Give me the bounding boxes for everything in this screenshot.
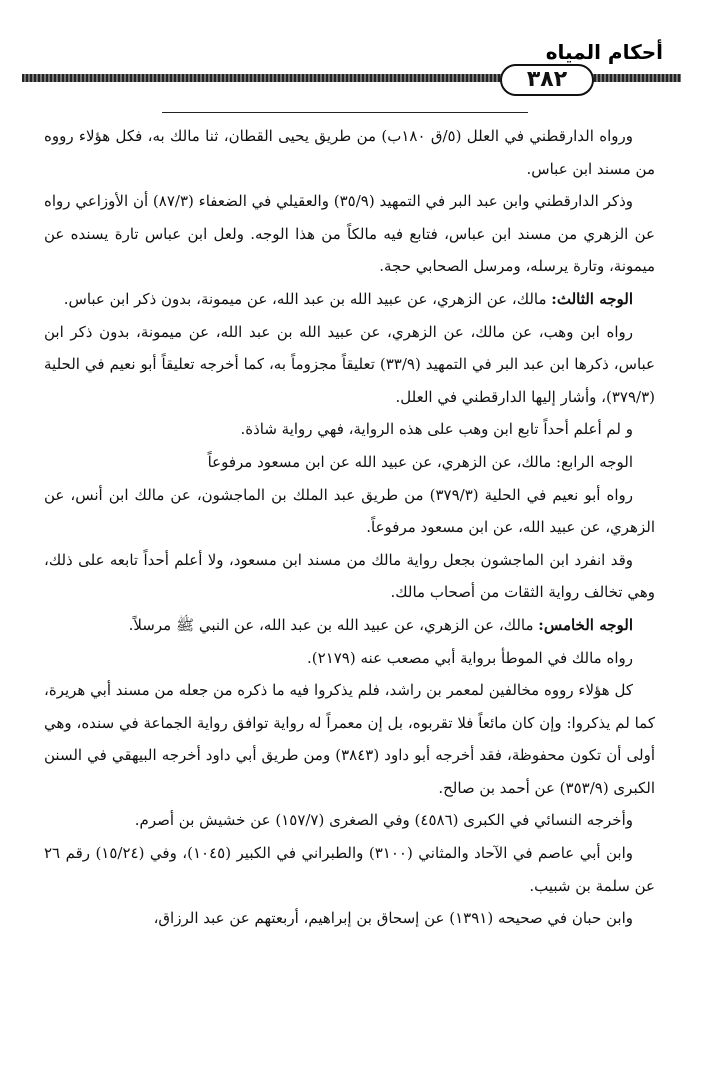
paragraph: وذكر الدارقطني وابن عبد البر في التمهيد (٣٥/٩) والعقيلي في الضعفاء (٨٧/٣) أن الأوزاعي رواه عن الزهري من مسند ابن عباس، فتابع فيه مالكاً من هذا الوجه. ولعل ابن عباس تارة يسنده عن ميمونة، وتارة يرسله، ومرسل الصحابي حجة. bbox=[44, 192, 655, 276]
book-title: أحكام المياه bbox=[545, 40, 663, 64]
paragraph: ورواه الدارقطني في العلل (٥/ق ١٨٠ب) من طريق يحيى القطان، ثنا مالك به، فكل هؤلاء رووه من مسند ابن عباس. bbox=[44, 127, 655, 178]
page-number: ٣٨٢ bbox=[500, 64, 594, 96]
paragraph: رواه مالك في الموطأ برواية أبي مصعب عنه (٢١٧٩). bbox=[307, 648, 633, 667]
paragraph: وابن أبي عاصم في الآحاد والمثاني (٣١٠٠) والطبراني في الكبير (١٠٤٥)، وفي (١٥/٢٤) رقم ٢٦ عن سلمة بن شبيب. bbox=[44, 844, 655, 895]
page-header bbox=[22, 40, 681, 96]
paragraph: الوجه الثالث: مالك، عن الزهري، عن عبيد الله بن عبد الله، عن ميمونة، بدون ذكر ابن عباس. bbox=[63, 289, 633, 308]
paragraph: كل هؤلاء رووه مخالفين لمعمر بن راشد، فلم يذكروا فيه ما ذكره من جعله من مسند أبي هريرة، كما لم يذكروا: وإن كان مائعاً فلا تقربوه، بل إن معمراً له رواية توافق رواية الجماعة في سنده، وهي أولى أن تكون محفوظة، فقد أخرجه أبو داود (٣٨٤٣) ومن طريق أبي داود أخرجه البيهقي في السنن الكبرى (٣٥٣/٩) عن أحمد بن صالح. bbox=[44, 681, 655, 797]
paragraph: وقد انفرد ابن الماجشون بجعل رواية مالك من مسند ابن مسعود، ولا أعلم أحداً تابعه على ذلك، وهي تخالف رواية الثقات من أصحاب مالك. bbox=[44, 550, 655, 602]
paragraph: رواه ابن وهب، عن مالك، عن الزهري، عن عبيد الله بن عبد الله، عن ميمونة، بدون ذكر ابن عباس، ذكرها ابن عبد البر في التمهيد (٣٣/٩) تعليقاً مجزوماً به، كما أخرجه تعليقاً أبو نعيم في الحلية (٣٧٩/٣)، وأشار إليها الدارقطني في العلل. bbox=[44, 322, 655, 406]
separator-rule bbox=[162, 112, 528, 113]
paragraph: وأخرجه النسائي في الكبرى (٤٥٨٦) وفي الصغرى (١٥٧/٧) عن خشيش بن أصرم. bbox=[134, 811, 633, 830]
paragraph: و لم أعلم أحداً تابع ابن وهب على هذه الرواية، فهي رواية شاذة. bbox=[240, 420, 633, 439]
paragraph: الوجه الرابع: مالك، عن الزهري، عن عبيد الله عن ابن مسعود مرفوعاً bbox=[207, 452, 633, 471]
paragraph-label: الوجه الثالث: bbox=[551, 289, 633, 308]
body-text bbox=[44, 120, 655, 935]
paragraph: وابن حبان في صحيحه (١٣٩١) عن إسحاق بن إبراهيم، أربعتهم عن عبد الرزاق، bbox=[153, 909, 633, 928]
paragraph: الوجه الخامس: مالك، عن الزهري، عن عبيد الله بن عبد الله، عن النبي ﷺ مرسلاً. bbox=[128, 615, 633, 634]
paragraph-label: الوجه الخامس: bbox=[538, 615, 633, 634]
paragraph: رواه أبو نعيم في الحلية (٣٧٩/٣) من طريق عبد الملك بن الماجشون، عن مالك ابن أنس، عن الزهري، عن عبيد الله، عن ابن مسعود مرفوعاً. bbox=[44, 485, 655, 537]
